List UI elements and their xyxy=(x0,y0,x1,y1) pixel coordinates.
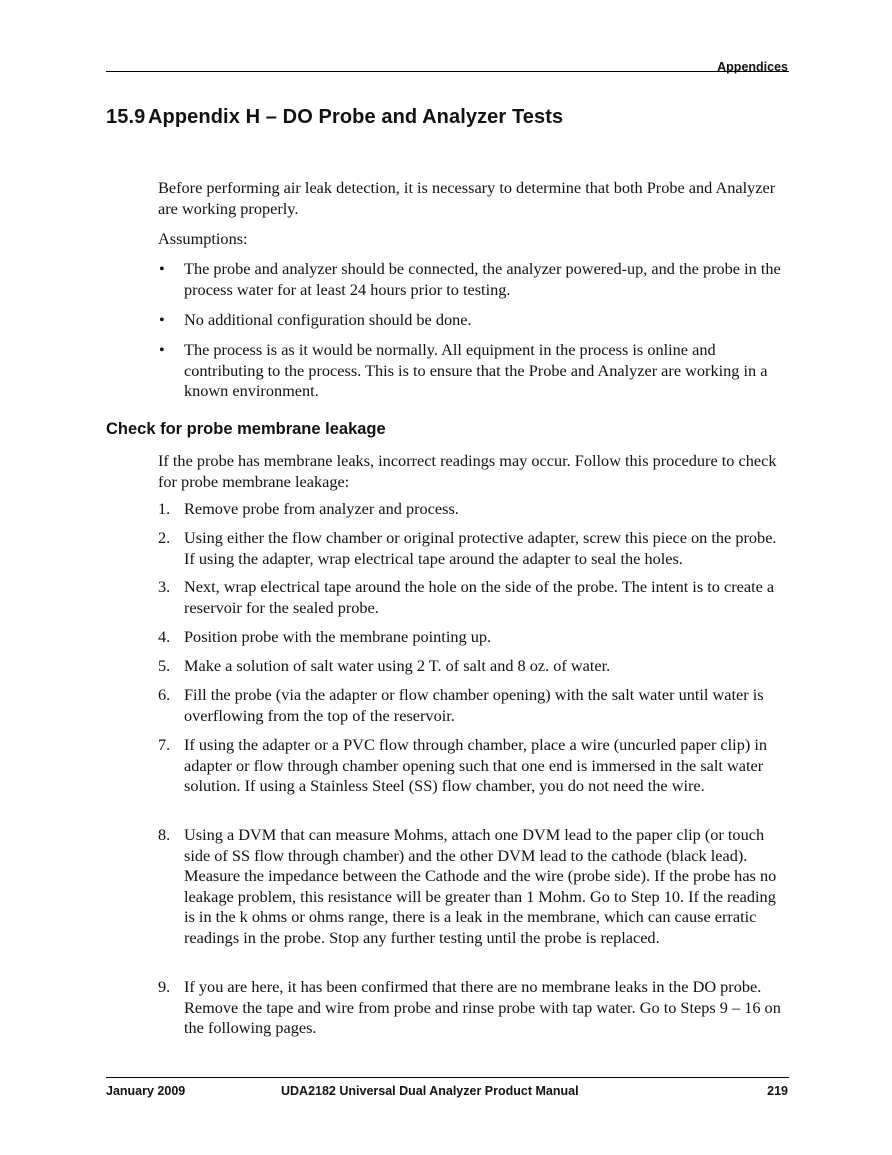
procedure-step xyxy=(158,685,790,726)
step-text: Fill the probe (via the adapter or flow chamber opening) with the salt water until water is overflowing from the top of the reservoir. xyxy=(184,685,764,725)
step-text: Make a solution of salt water using 2 T. of salt and 8 oz. of water. xyxy=(184,656,611,675)
step-text: If you are here, it has been confirmed that there are no membrane leaks in the DO probe. Remove the tape and wire from probe and rinse probe with tap water. Go to Steps 9 – 16 on the following pages. xyxy=(184,977,781,1038)
step-number: 3. xyxy=(158,577,171,596)
step-number: 9. xyxy=(158,977,171,996)
step-text: Next, wrap electrical tape around the hole on the side of the probe. The intent is to create a reservoir for the sealed probe. xyxy=(184,577,775,617)
header-rule xyxy=(106,71,789,72)
intro-paragraph: Before performing air leak detection, it is necessary to determine that both Probe and Analyzer are working properly. xyxy=(158,178,776,218)
bullet-text: The process is as it would be normally. All equipment in the process is online and contributing to the process. This is to ensure that the Probe and Analyzer are working in a known environment. xyxy=(184,340,768,401)
assumption-bullet xyxy=(158,340,790,402)
procedure-step xyxy=(158,577,790,618)
step-number: 2. xyxy=(158,528,171,547)
page-title xyxy=(106,106,563,129)
procedure-step xyxy=(158,499,790,520)
assumptions-label: Assumptions: xyxy=(158,229,248,248)
leak-check-paragraph: If the probe has membrane leaks, incorrect readings may occur. Follow this procedure to check for probe membrane leakage: xyxy=(158,451,777,491)
bullet-icon: • xyxy=(159,259,165,278)
footer-date: January 2009 xyxy=(106,1084,186,1098)
step-number: 1. xyxy=(158,499,171,518)
step-number: 8. xyxy=(158,825,171,844)
bullet-text: No additional configuration should be done. xyxy=(184,310,472,329)
step-number: 6. xyxy=(158,685,171,704)
footer-rule xyxy=(106,1077,789,1078)
procedure-step xyxy=(158,627,790,648)
assumption-bullet xyxy=(158,310,790,331)
procedure-step xyxy=(158,656,790,677)
section-title-text: Appendix H – DO Probe and Analyzer Tests xyxy=(148,106,564,128)
assumption-bullet xyxy=(158,259,790,300)
bullet-icon: • xyxy=(159,310,165,329)
step-text: Remove probe from analyzer and process. xyxy=(184,499,459,518)
section-number: 15.9 xyxy=(106,106,146,128)
step-text: Using either the flow chamber or original protective adapter, screw this piece on the probe. If using the adapter, wrap electrical tape around the adapter to seal the holes. xyxy=(184,528,777,568)
step-number: 5. xyxy=(158,656,171,675)
step-number: 4. xyxy=(158,627,171,646)
step-text: Position probe with the membrane pointing up. xyxy=(184,627,492,646)
step-text: Using a DVM that can measure Mohms, attach one DVM lead to the paper clip (or touch side of SS flow through chamber) and the other DVM lead to the cathode (black lead). Measure the impedance between the Cathode and the wire (probe side). If the probe has no leakage problem, this resistance will be greater than 1 Mohm. Go to Step 10. If the reading is in the k ohms or ohms range, there is a leak in the membrane, which can cause erratic readings in the probe. Stop any further testing until the probe is replaced. xyxy=(184,825,777,947)
procedure-step xyxy=(158,528,790,569)
step-number: 7. xyxy=(158,735,171,754)
header-section-label: Appendices xyxy=(717,60,788,74)
bullet-text: The probe and analyzer should be connected, the analyzer powered-up, and the probe in the process water for at least 24 hours prior to testing. xyxy=(184,259,781,299)
footer-page-number: 219 xyxy=(767,1084,788,1098)
section-heading: Check for probe membrane leakage xyxy=(106,420,386,438)
procedure-step xyxy=(158,825,790,949)
procedure-step xyxy=(158,735,790,797)
bullet-icon: • xyxy=(159,340,165,359)
step-text: If using the adapter or a PVC flow through chamber, place a wire (uncurled paper clip) in adapter or flow through chamber opening such that one end is immersed in the salt water solution. If using a Stainless Steel (SS) flow chamber, you do not need the wire. xyxy=(184,735,768,796)
procedure-step xyxy=(158,977,790,1039)
footer-manual-title: UDA2182 Universal Dual Analyzer Product Manual xyxy=(281,1084,579,1098)
